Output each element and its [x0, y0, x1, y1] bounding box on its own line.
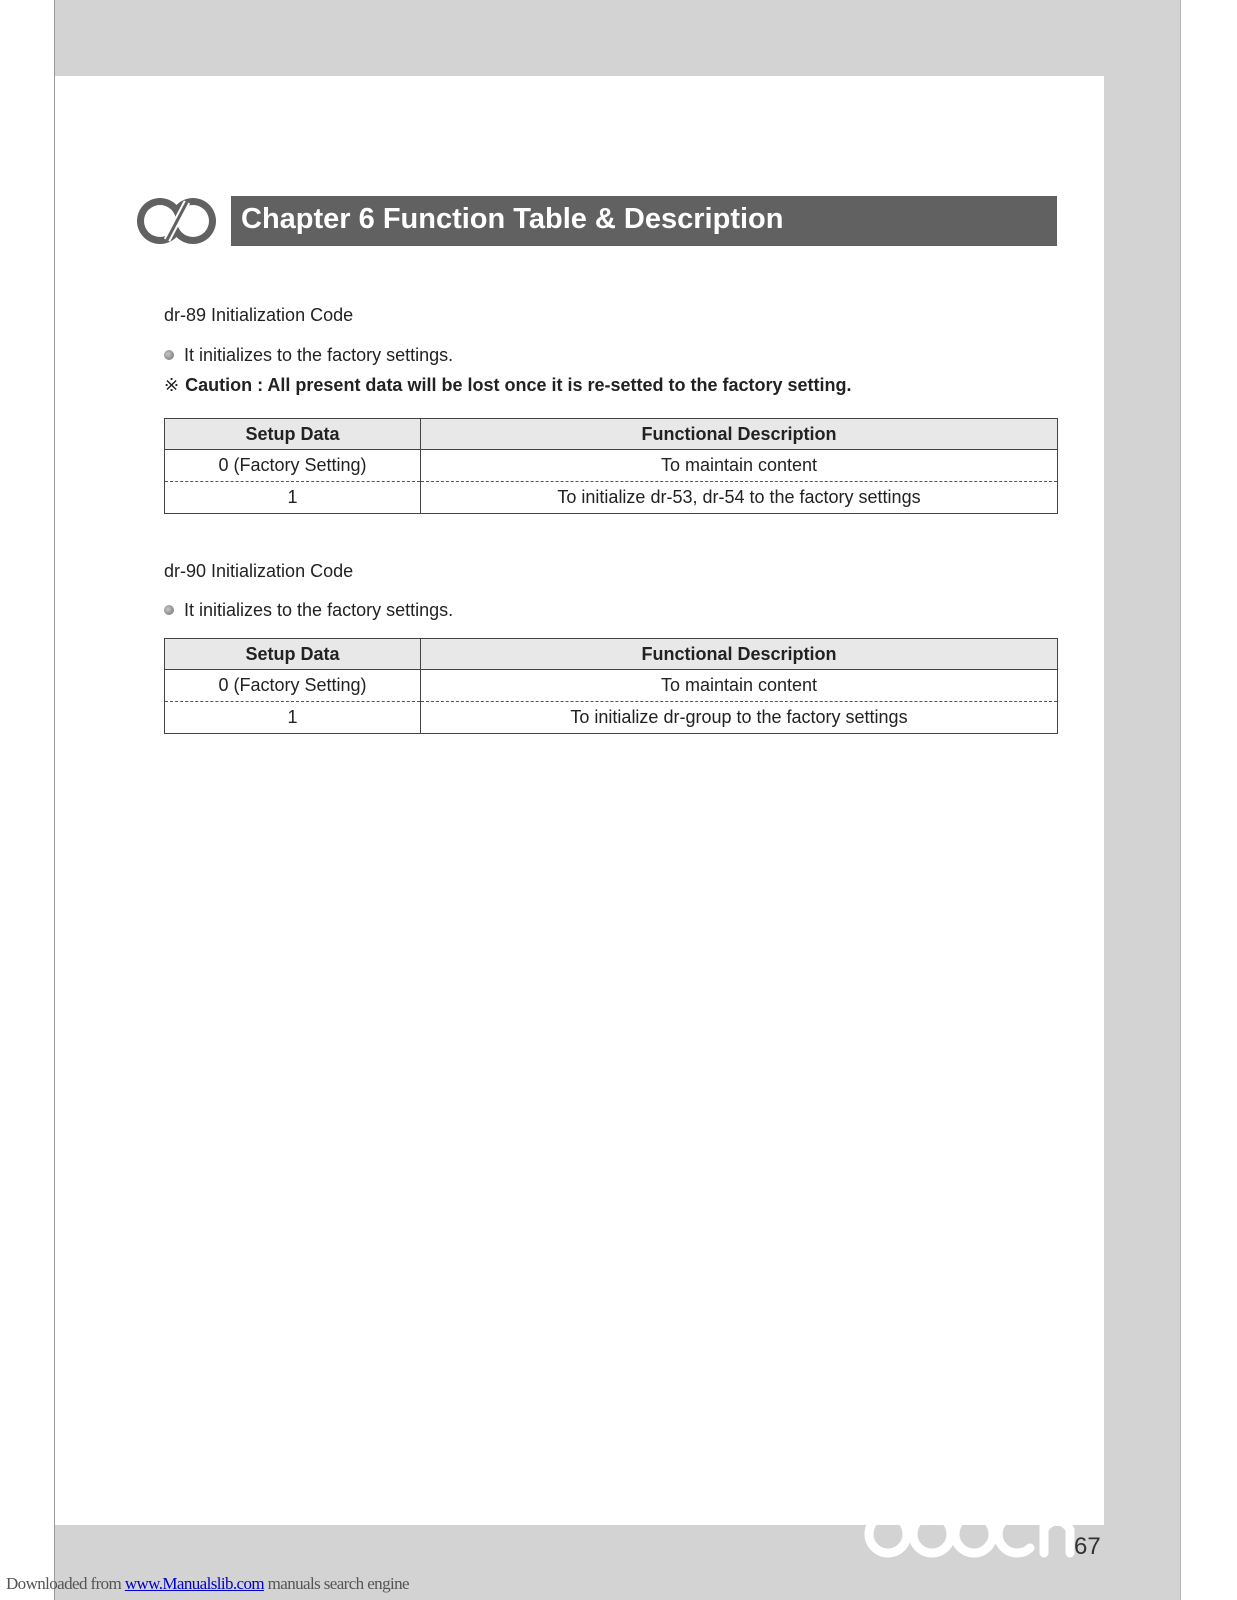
dr-90-table: [164, 638, 1058, 734]
reference-mark-icon: ※: [164, 375, 180, 395]
table-cell: To initialize dr-group to the factory settings: [421, 702, 1058, 734]
section-title-dr-90: dr-90 Initialization Code: [164, 561, 354, 581]
bullet-dot-icon: [164, 605, 174, 615]
table-row: [165, 482, 1058, 514]
header-setup-data: Setup Data: [165, 639, 421, 670]
table-cell: 1: [165, 482, 421, 514]
dr-89-table: [164, 418, 1058, 514]
download-footer: Downloaded from www.Manualslib.com manuals search engine: [6, 1574, 409, 1593]
page-number: 67: [1074, 1533, 1101, 1560]
header-setup-data: Setup Data: [165, 419, 421, 450]
header-functional-description: Functional Description: [421, 639, 1058, 670]
table-header-row: [165, 419, 1058, 450]
bullet-text: It initializes to the factory settings.: [164, 600, 453, 621]
chapter-rings-icon: [127, 194, 231, 248]
page-sheet: [55, 76, 1104, 1525]
dooch-logo: [862, 1490, 1076, 1560]
table-cell: To maintain content: [421, 670, 1058, 702]
table-cell: 0 (Factory Setting): [165, 670, 421, 702]
table-cell: 1: [165, 702, 421, 734]
table-row: [165, 450, 1058, 482]
table-cell: 0 (Factory Setting): [165, 450, 421, 482]
table-cell: To initialize dr-53, dr-54 to the factory settings: [421, 482, 1058, 514]
table-row: [165, 670, 1058, 702]
caution-note: ※ Caution : All present data will be lost once it is re-setted to the factory setting.: [164, 375, 852, 395]
bullet-text: It initializes to the factory settings.: [164, 345, 453, 366]
section-title-dr-89: dr-89 Initialization Code: [164, 305, 354, 325]
header-functional-description: Functional Description: [421, 419, 1058, 450]
table-header-row: [165, 639, 1058, 670]
manualslib-link[interactable]: www.Manualslib.com: [124, 1574, 265, 1593]
table-row: [165, 702, 1058, 734]
chapter-title: Chapter 6 Function Table & Description: [241, 203, 784, 235]
bullet-dot-icon: [164, 350, 174, 360]
table-cell: To maintain content: [421, 450, 1058, 482]
